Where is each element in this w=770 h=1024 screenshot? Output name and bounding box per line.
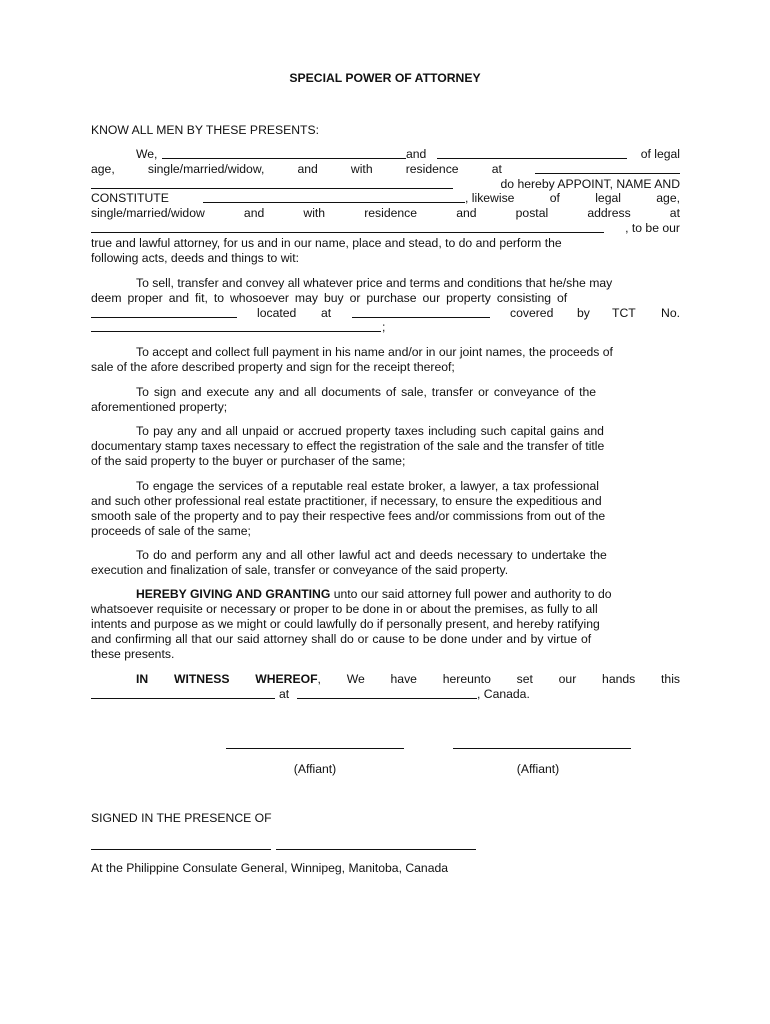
witness-signature-line-2[interactable]: [276, 849, 476, 850]
blank-residence-1[interactable]: [535, 162, 680, 174]
para1-line6: , to be our: [91, 221, 680, 236]
para7-line2: execution and finalization of sale, transfer or conveyance of the said property.: [91, 563, 509, 577]
blank-place[interactable]: [297, 687, 477, 699]
para2-line1: To sell, transfer and convey all whatever price and terms and conditions that he/she may: [136, 276, 613, 290]
consulate-line: At the Philippine Consulate General, Winnipeg, Manitoba, Canada: [91, 861, 449, 875]
para4-line1: To sign and execute any and all documents of sale, transfer or conveyance of the: [136, 385, 597, 399]
para7-line1: To do and perform any and all other lawful act and deeds necessary to undertake the: [136, 548, 607, 562]
para6-line3: smooth sale of the property and to pay their respective fees and/or commissions from out of the: [91, 509, 606, 523]
para8-line2: whatsoever requisite or necessary or proper to be done in or about the premises, as fully to all: [91, 602, 598, 616]
para3-line1: To accept and collect full payment in his name and/or in our joint names, the proceeds of: [136, 345, 613, 359]
para2-line2: deem proper and fit, to whosoever may buy or purchase our property consisting of: [91, 291, 568, 305]
blank-attorney-name[interactable]: [203, 191, 465, 203]
para8-line3: intents and purpose as we might or could lawfully do if personally present, and hereby ratifying: [91, 617, 600, 631]
para6-line1: To engage the services of a reputable real estate broker, a lawyer, a tax professional: [136, 479, 599, 493]
para6-line2: and such other professional real estate practitioner, if necessary, to ensure the expeditious and: [91, 494, 602, 508]
document-title: SPECIAL POWER OF ATTORNEY: [289, 71, 481, 85]
para5-line2: documentary stamp taxes necessary to effect the registration of the sale and the transfer of title: [91, 439, 605, 453]
affiant-label-left: (Affiant): [293, 762, 337, 776]
para8-line4: and confirming all that our said attorney shall do or cause to be done under and by virtue of: [91, 632, 592, 646]
witness-signature-line-1[interactable]: [91, 849, 271, 850]
para1-line3: do hereby APPOINT, NAME AND: [91, 177, 680, 192]
blank-name-1[interactable]: [162, 147, 406, 159]
affiant-signature-line-left[interactable]: [226, 748, 404, 749]
para4-line2: aforementioned property;: [91, 400, 228, 414]
witness-line1: IN WITNESS WHEREOF, We have hereunto set our hands this: [136, 672, 680, 686]
blank-day[interactable]: [91, 687, 275, 699]
affiant-label-right: (Affiant): [516, 762, 560, 776]
para1-line1: We, and of legal: [136, 147, 680, 161]
para1-line4: CONSTITUTE , likewise of legal age,: [91, 191, 680, 205]
para5-line1: To pay any and all unpaid or accrued property taxes including such capital gains and: [136, 424, 604, 438]
para1-line7: true and lawful attorney, for us and in our name, place and stead, to do and perform the: [91, 236, 562, 250]
para8-line5: these presents.: [91, 647, 175, 661]
blank-attorney-address[interactable]: [91, 221, 604, 233]
blank-property[interactable]: [91, 306, 237, 318]
intro-line: KNOW ALL MEN BY THESE PRESENTS:: [91, 123, 320, 137]
blank-name-2[interactable]: [437, 147, 627, 159]
blank-tct-number[interactable]: [91, 320, 381, 332]
para8-line1: HEREBY GIVING AND GRANTING unto our said attorney full power and authority to do: [136, 587, 612, 601]
para2-line4: ;: [91, 320, 680, 335]
affiant-signature-line-right[interactable]: [453, 748, 631, 749]
para1-line5: single/married/widow and with residence and postal address at: [91, 206, 680, 220]
para2-line3: located at covered by TCT No.: [91, 306, 680, 321]
para3-line2: sale of the afore described property and sign for the receipt thereof;: [91, 360, 455, 374]
para5-line3: of the said property to the buyer or purchaser of the same;: [91, 454, 406, 468]
para1-line2: age, single/married/widow, and with residence at: [91, 162, 680, 177]
para1-line8: following acts, deeds and things to wit:: [91, 251, 299, 265]
granting-heading: HEREBY GIVING AND GRANTING: [136, 587, 331, 601]
blank-residence-1b[interactable]: [91, 177, 453, 189]
para6-line4: proceeds of sale of the same;: [91, 524, 251, 538]
signed-presence-label: SIGNED IN THE PRESENCE OF: [91, 811, 272, 825]
witness-line2: at , Canada.: [91, 687, 680, 702]
blank-location[interactable]: [352, 306, 490, 318]
